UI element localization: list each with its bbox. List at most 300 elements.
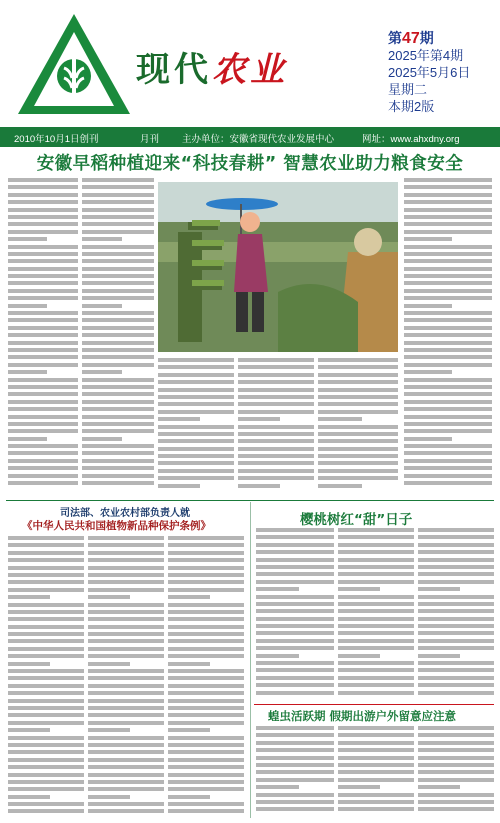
- text-line: [8, 787, 84, 791]
- text-line: [88, 617, 164, 621]
- text-line: [256, 550, 334, 554]
- text-line: [8, 743, 84, 747]
- text-line: [418, 602, 494, 606]
- text-line: [158, 358, 234, 362]
- text-line: [418, 617, 494, 621]
- text-line: [8, 669, 84, 673]
- text-line: [338, 807, 414, 811]
- text-line: [8, 296, 78, 300]
- text-line: [8, 780, 84, 784]
- text-line: [318, 476, 398, 480]
- article3-col-1: [256, 528, 334, 700]
- text-line: [256, 807, 334, 811]
- text-line: [168, 639, 244, 643]
- text-line: [8, 451, 78, 455]
- text-line: [238, 373, 314, 377]
- text-line: [418, 785, 460, 789]
- text-line: [88, 684, 164, 688]
- text-line: [158, 432, 234, 436]
- text-line: [418, 624, 494, 628]
- text-line: [404, 274, 492, 278]
- text-line: [418, 807, 494, 811]
- text-line: [338, 726, 414, 730]
- text-line: [338, 741, 414, 745]
- text-line: [8, 802, 84, 806]
- text-line: [8, 676, 84, 680]
- text-line: [8, 370, 47, 374]
- text-line: [82, 378, 154, 382]
- text-line: [82, 178, 154, 182]
- text-line: [238, 365, 314, 369]
- text-line: [256, 535, 334, 539]
- text-line: [8, 459, 78, 463]
- text-line: [418, 609, 494, 613]
- text-line: [8, 437, 47, 441]
- text-line: [338, 668, 414, 672]
- text-line: [8, 617, 84, 621]
- text-line: [418, 528, 494, 532]
- text-line: [338, 631, 414, 635]
- text-line: [8, 341, 78, 345]
- text-line: [168, 543, 244, 547]
- text-line: [256, 580, 334, 584]
- text-line: [404, 215, 492, 219]
- text-line: [168, 558, 244, 562]
- text-line: [88, 780, 164, 784]
- text-line: [404, 237, 452, 241]
- text-line: [418, 770, 494, 774]
- text-line: [8, 222, 78, 226]
- text-line: [82, 415, 154, 419]
- text-line: [158, 365, 234, 369]
- article3-title: 樱桃树红“甜”日子: [300, 512, 413, 528]
- text-line: [8, 230, 78, 234]
- text-line: [158, 461, 234, 465]
- text-line: [8, 444, 78, 448]
- text-line: [256, 624, 334, 628]
- text-line: [338, 683, 414, 687]
- text-line: [338, 800, 414, 804]
- text-line: [88, 736, 164, 740]
- text-line: [168, 706, 244, 710]
- text-line: [8, 699, 84, 703]
- text-line: [8, 215, 78, 219]
- text-line: [8, 267, 78, 271]
- text-line: [338, 654, 380, 658]
- text-line: [8, 466, 78, 470]
- text-line: [168, 617, 244, 621]
- text-line: [168, 669, 244, 673]
- lead-article-col-2: [82, 178, 154, 496]
- text-line: [338, 580, 414, 584]
- lead-headline: 安徽早稻种植迎来“科技春耕” 智慧农业助力粮食安全: [36, 154, 464, 174]
- text-line: [418, 558, 494, 562]
- lead-article-col-5: [318, 358, 398, 496]
- text-line: [318, 432, 398, 436]
- text-line: [318, 402, 398, 406]
- text-line: [418, 565, 494, 569]
- text-line: [256, 631, 334, 635]
- text-line: [168, 713, 244, 717]
- text-line: [8, 595, 50, 599]
- text-line: [338, 602, 414, 606]
- text-line: [238, 410, 314, 414]
- text-line: [158, 395, 234, 399]
- text-line: [8, 415, 78, 419]
- text-line: [418, 691, 494, 695]
- text-line: [404, 304, 452, 308]
- issue-weekday: 星期二: [388, 82, 428, 97]
- text-line: [8, 259, 78, 263]
- text-line: [418, 580, 494, 584]
- text-line: [168, 566, 244, 570]
- text-line: [8, 625, 84, 629]
- text-line: [256, 733, 334, 737]
- text-line: [256, 528, 334, 532]
- text-line: [418, 763, 494, 767]
- text-line: [256, 756, 334, 760]
- text-line: [238, 469, 314, 473]
- text-line: [418, 646, 494, 650]
- text-line: [8, 654, 84, 658]
- text-line: [418, 793, 494, 797]
- text-line: [82, 400, 154, 404]
- text-line: [8, 245, 78, 249]
- text-line: [88, 654, 164, 658]
- text-line: [158, 454, 234, 458]
- text-line: [8, 385, 78, 389]
- text-line: [82, 222, 154, 226]
- text-line: [8, 326, 78, 330]
- text-line: [256, 609, 334, 613]
- text-line: [238, 439, 314, 443]
- text-line: [256, 763, 334, 767]
- text-line: [8, 311, 78, 315]
- article4-col-3: [418, 726, 494, 818]
- text-line: [88, 573, 164, 577]
- text-line: [418, 587, 460, 591]
- text-line: [8, 736, 84, 740]
- text-line: [404, 437, 452, 441]
- website-link[interactable]: 网址：www.ahxdny.org: [362, 134, 460, 145]
- text-line: [158, 388, 234, 392]
- text-line: [8, 647, 84, 651]
- text-line: [168, 721, 244, 725]
- text-line: [82, 437, 122, 441]
- text-line: [82, 370, 122, 374]
- text-line: [418, 661, 494, 665]
- text-line: [82, 429, 154, 433]
- text-line: [168, 595, 210, 599]
- text-line: [82, 444, 154, 448]
- text-line: [338, 676, 414, 680]
- text-line: [404, 370, 452, 374]
- text-line: [404, 318, 492, 322]
- text-line: [168, 662, 210, 666]
- text-line: [168, 787, 244, 791]
- text-line: [404, 208, 492, 212]
- text-line: [338, 528, 414, 532]
- text-line: [8, 392, 78, 396]
- text-line: [404, 407, 492, 411]
- text-line: [88, 647, 164, 651]
- text-line: [168, 728, 210, 732]
- text-line: [8, 481, 78, 485]
- text-line: [82, 348, 154, 352]
- text-line: [318, 439, 398, 443]
- text-line: [158, 380, 234, 384]
- text-line: [8, 281, 78, 285]
- text-line: [168, 699, 244, 703]
- text-line: [318, 484, 362, 488]
- text-line: [318, 469, 398, 473]
- text-line: [158, 439, 234, 443]
- text-line: [8, 348, 78, 352]
- text-line: [8, 573, 84, 577]
- text-line: [158, 469, 234, 473]
- text-line: [404, 200, 492, 204]
- text-line: [82, 392, 154, 396]
- text-line: [318, 395, 398, 399]
- article4-title: 蝗虫活跃期 假期出游户外留意应注意: [268, 709, 457, 723]
- text-line: [88, 773, 164, 777]
- text-line: [88, 750, 164, 754]
- text-line: [338, 785, 380, 789]
- text-line: [158, 484, 200, 488]
- text-line: [338, 793, 414, 797]
- text-line: [82, 355, 154, 359]
- text-line: [256, 691, 334, 695]
- text-line: [256, 646, 334, 650]
- text-line: [82, 289, 154, 293]
- text-line: [168, 625, 244, 629]
- text-line: [168, 551, 244, 555]
- text-line: [338, 661, 414, 665]
- text-line: [8, 378, 78, 382]
- text-line: [88, 595, 130, 599]
- text-line: [82, 193, 154, 197]
- text-line: [318, 358, 398, 362]
- text-line: [8, 758, 84, 762]
- text-line: [256, 617, 334, 621]
- text-line: [88, 728, 130, 732]
- text-line: [8, 588, 84, 592]
- text-line: [88, 543, 164, 547]
- frequency: 月刊: [140, 134, 160, 145]
- text-line: [318, 380, 398, 384]
- text-line: [256, 661, 334, 665]
- text-line: [8, 429, 78, 433]
- article3-col-2: [338, 528, 414, 700]
- text-line: [404, 392, 492, 396]
- text-line: [8, 193, 78, 197]
- text-line: [404, 185, 492, 189]
- text-line: [82, 267, 154, 271]
- text-line: [168, 795, 210, 799]
- text-line: [88, 699, 164, 703]
- text-line: [238, 425, 314, 429]
- text-line: [88, 558, 164, 562]
- lead-article-col-6: [404, 178, 492, 496]
- article4-col-2: [338, 726, 414, 818]
- text-line: [88, 588, 164, 592]
- text-line: [418, 668, 494, 672]
- text-line: [404, 222, 492, 226]
- text-line: [338, 572, 414, 576]
- text-line: [82, 237, 122, 241]
- text-line: [88, 676, 164, 680]
- text-line: [88, 662, 130, 666]
- article2-title: 《中华人民共和国植物新品种保护条例》: [22, 520, 211, 532]
- text-line: [8, 200, 78, 204]
- text-line: [88, 802, 164, 806]
- text-line: [8, 750, 84, 754]
- text-line: [404, 178, 492, 182]
- text-line: [238, 402, 314, 406]
- masthead-title: 现代农业: [136, 50, 288, 90]
- text-line: [82, 459, 154, 463]
- text-line: [338, 535, 414, 539]
- text-line: [168, 632, 244, 636]
- text-line: [88, 566, 164, 570]
- text-line: [88, 551, 164, 555]
- lead-article-col-3: [158, 358, 234, 496]
- text-line: [418, 748, 494, 752]
- text-line: [404, 245, 492, 249]
- text-line: [256, 683, 334, 687]
- text-line: [256, 668, 334, 672]
- text-line: [82, 208, 154, 212]
- text-line: [418, 543, 494, 547]
- sponsor: 主办单位：安徽省现代农业发展中心: [182, 134, 335, 145]
- text-line: [8, 721, 84, 725]
- section-divider: [6, 500, 494, 501]
- text-line: [418, 726, 494, 730]
- text-line: [318, 454, 398, 458]
- text-line: [404, 326, 492, 330]
- text-line: [404, 193, 492, 197]
- text-line: [88, 669, 164, 673]
- text-line: [8, 603, 84, 607]
- text-line: [168, 676, 244, 680]
- text-line: [8, 566, 84, 570]
- text-line: [168, 802, 244, 806]
- text-line: [404, 378, 492, 382]
- text-line: [238, 484, 280, 488]
- text-line: [338, 565, 414, 569]
- lead-article-col-1: [8, 178, 78, 496]
- text-line: [158, 447, 234, 451]
- text-line: [338, 763, 414, 767]
- lead-photo: [158, 182, 398, 352]
- text-line: [418, 756, 494, 760]
- text-line: [318, 461, 398, 465]
- text-line: [168, 758, 244, 762]
- text-line: [318, 410, 398, 414]
- text-line: [168, 773, 244, 777]
- text-line: [88, 706, 164, 710]
- text-line: [168, 654, 244, 658]
- text-line: [418, 639, 494, 643]
- text-line: [8, 289, 78, 293]
- text-line: [238, 388, 314, 392]
- text-line: [82, 252, 154, 256]
- text-line: [404, 296, 492, 300]
- text-line: [404, 267, 492, 271]
- text-line: [318, 373, 398, 377]
- text-line: [318, 447, 398, 451]
- text-line: [404, 474, 492, 478]
- text-line: [82, 215, 154, 219]
- text-line: [168, 647, 244, 651]
- text-line: [404, 459, 492, 463]
- text-line: [88, 809, 164, 813]
- text-line: [168, 736, 244, 740]
- text-line: [82, 481, 154, 485]
- text-line: [238, 417, 280, 421]
- text-line: [238, 432, 314, 436]
- text-line: [158, 417, 200, 421]
- text-line: [168, 691, 244, 695]
- text-line: [8, 333, 78, 337]
- text-line: [318, 425, 398, 429]
- text-line: [404, 355, 492, 359]
- text-line: [338, 770, 414, 774]
- text-line: [8, 662, 50, 666]
- text-line: [158, 373, 234, 377]
- text-line: [88, 713, 164, 717]
- text-line: [82, 185, 154, 189]
- text-line: [8, 639, 84, 643]
- text-line: [8, 274, 78, 278]
- text-line: [82, 451, 154, 455]
- text-line: [8, 355, 78, 359]
- text-line: [238, 454, 314, 458]
- text-line: [82, 296, 154, 300]
- text-line: [256, 639, 334, 643]
- text-line: [168, 588, 244, 592]
- text-line: [404, 466, 492, 470]
- text-line: [168, 684, 244, 688]
- lead-article-col-4: [238, 358, 314, 496]
- text-line: [256, 778, 334, 782]
- text-line: [8, 536, 84, 540]
- text-line: [168, 610, 244, 614]
- text-line: [238, 358, 314, 362]
- text-line: [404, 311, 492, 315]
- text-line: [82, 304, 122, 308]
- article4-col-1: [256, 726, 334, 818]
- article2-col-3: [168, 536, 244, 818]
- text-line: [158, 425, 234, 429]
- text-line: [8, 632, 84, 636]
- text-line: [238, 447, 314, 451]
- text-line: [8, 765, 84, 769]
- text-line: [238, 476, 314, 480]
- text-line: [418, 800, 494, 804]
- text-line: [404, 385, 492, 389]
- text-line: [82, 341, 154, 345]
- text-line: [338, 691, 414, 695]
- text-line: [82, 245, 154, 249]
- text-line: [256, 587, 299, 591]
- text-line: [418, 683, 494, 687]
- text-line: [256, 726, 334, 730]
- text-line: [158, 410, 234, 414]
- text-line: [338, 639, 414, 643]
- text-line: [256, 595, 334, 599]
- text-line: [404, 348, 492, 352]
